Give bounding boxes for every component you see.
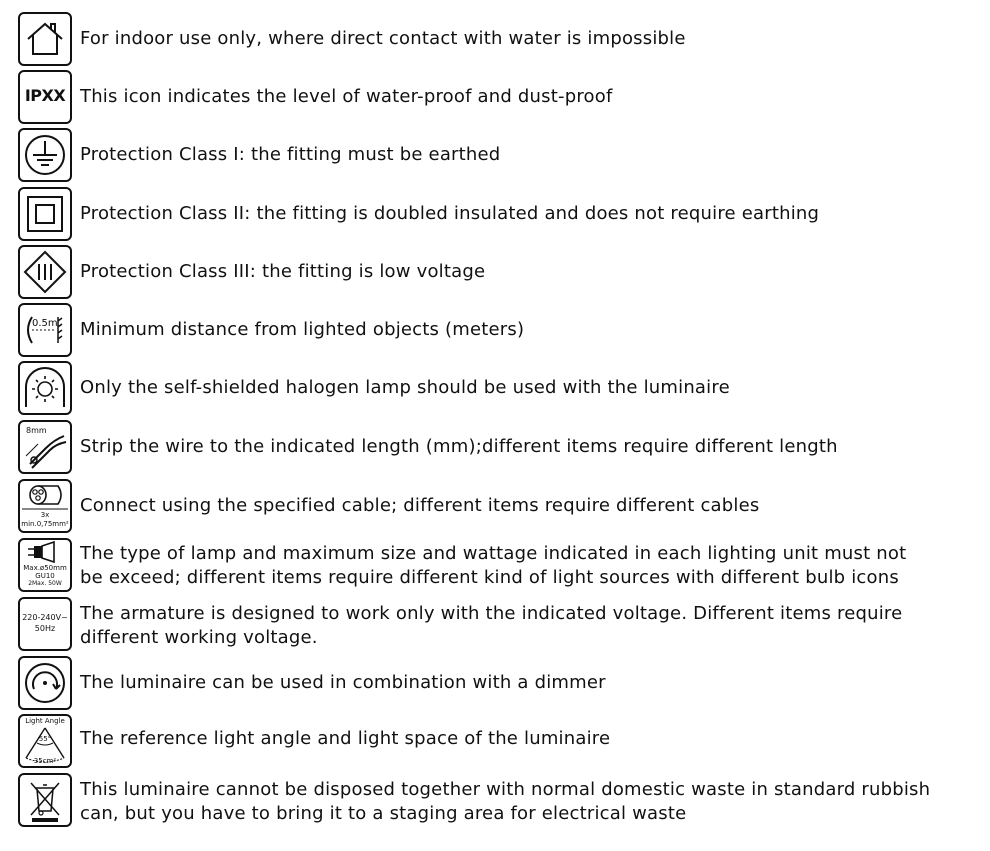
ipxx-icon-label: IPXX — [24, 86, 66, 105]
cable-icon — [18, 479, 72, 533]
lamp-type-icon — [18, 538, 72, 592]
house-icon — [18, 12, 72, 66]
legend-text: The reference light angle and light space of the luminaire — [80, 728, 611, 749]
light-angle-icon — [18, 714, 72, 768]
double-square-icon — [18, 187, 72, 241]
lamp-socket: GU10 — [35, 572, 55, 580]
cable-spec-count: 3x — [40, 511, 50, 519]
legend-text: This icon indicates the level of water-proof and dust-proof — [80, 86, 613, 107]
self-shielded-lamp-icon — [18, 361, 72, 415]
strip-length-label: 8mm — [26, 426, 47, 435]
minimum-distance-icon — [18, 303, 72, 357]
legend-text: Protection Class II: the fitting is doubled insulated and does not require earthing — [80, 203, 820, 224]
voltage-icon — [18, 597, 72, 651]
earth-ground-icon — [18, 128, 72, 182]
strip-wire-icon — [18, 420, 72, 474]
ipxx-icon — [18, 70, 72, 124]
light-angle-title: Light Angle — [25, 717, 65, 725]
lamp-wattage: 2Max. 50W — [28, 580, 62, 587]
legend-text: The armature is designed to work only with the indicated voltage. Different items require different working voltage. — [80, 603, 903, 648]
legend-text: Protection Class III: the fitting is low voltage — [80, 261, 486, 282]
weee-bin-icon — [18, 773, 72, 827]
legend-text: Minimum distance from lighted objects (meters) — [80, 319, 525, 340]
voltage-range: 220-240V~ — [22, 613, 68, 622]
light-area-value: 35cm² — [33, 757, 57, 765]
legend-text: Only the self-shielded halogen lamp should be used with the luminaire — [80, 377, 730, 398]
legend-text: Strip the wire to the indicated length (mm);different items require different length — [80, 436, 838, 457]
lamp-max-size: Max.ø50mm — [23, 564, 67, 572]
cable-spec-section: min.0,75mm² — [21, 520, 69, 528]
voltage-frequency: 50Hz — [34, 624, 56, 633]
legend-text: The type of lamp and maximum size and wattage indicated in each lighting unit must not be exceed; different items require different kind of light sources with different bulb icons — [80, 543, 907, 588]
legend-text: The luminaire can be used in combination with a dimmer — [80, 672, 606, 693]
legend-text: Protection Class I: the fitting must be earthed — [80, 144, 501, 165]
legend-text: For indoor use only, where direct contact with water is impossible — [80, 28, 686, 49]
dimmer-icon — [18, 656, 72, 710]
light-angle-value: 55° — [38, 735, 52, 743]
distance-label: 0.5m — [32, 318, 58, 329]
diamond-three-bars-icon — [18, 245, 72, 299]
legend-text: This luminaire cannot be disposed together with normal domestic waste in standard rubbish can, but you have to bring it to a staging area for electrical waste — [80, 779, 931, 824]
legend-text: Connect using the specified cable; different items require different cables — [80, 495, 760, 516]
